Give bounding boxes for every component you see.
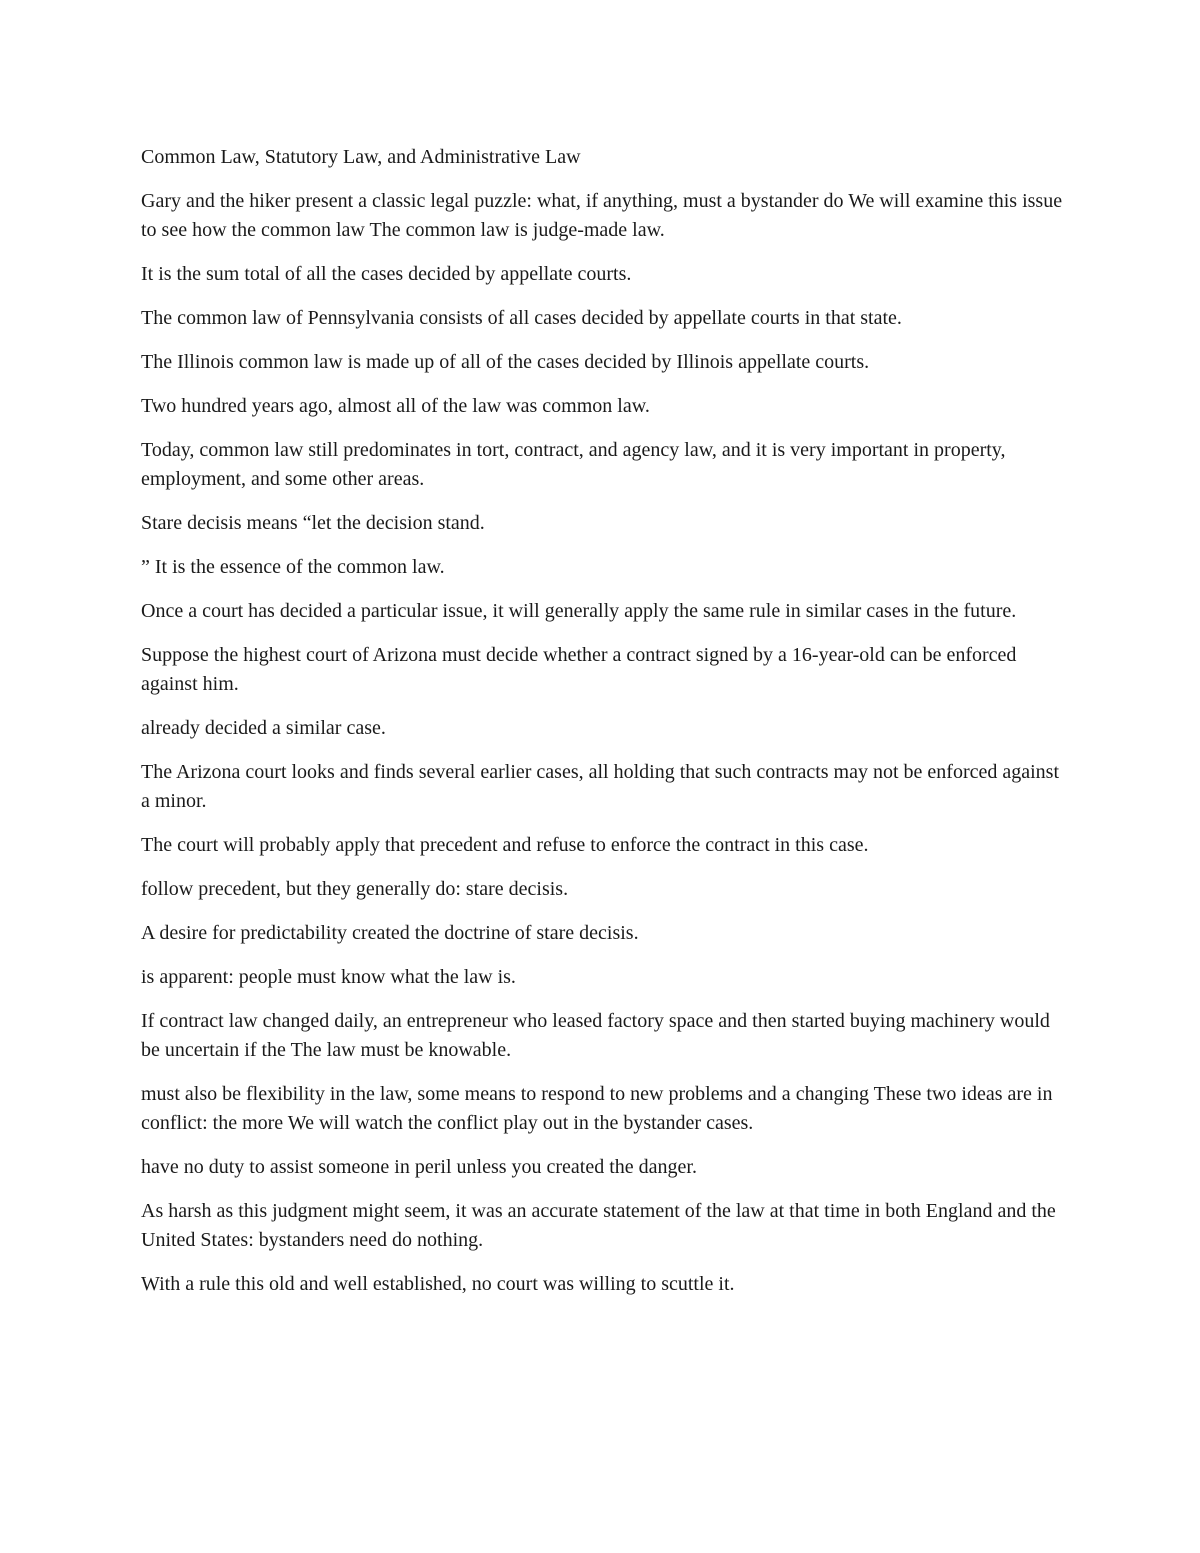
paragraph: It is the sum total of all the cases decided by appellate courts. <box>141 263 632 285</box>
paragraph: With a rule this old and well established, no court was willing to scuttle it. <box>141 1273 735 1295</box>
paragraph: Suppose the highest court of Arizona must decide whether a contract signed by a 16-year-old can be enforced against him. <box>141 644 1017 695</box>
paragraph: Gary and the hiker present a classic legal puzzle: what, if anything, must a bystander do We will examine this issue to see how the common law The common law is judge-made law. <box>141 190 1063 241</box>
paragraph: already decided a similar case. <box>141 717 386 739</box>
paragraph: The court will probably apply that precedent and refuse to enforce the contract in this case. <box>141 834 869 856</box>
paragraph: If contract law changed daily, an entrepreneur who leased factory space and then started buying machinery would be uncertain if the The law must be knowable. <box>141 1010 1050 1061</box>
paragraph: A desire for predictability created the doctrine of stare decisis. <box>141 922 639 944</box>
paragraph: Two hundred years ago, almost all of the law was common law. <box>141 395 650 417</box>
paragraph: Stare decisis means “let the decision stand. <box>141 512 485 534</box>
document-body <box>141 143 1066 1314</box>
paragraph: Today, common law still predominates in tort, contract, and agency law, and it is very important in property, employment, and some other areas. <box>141 439 1006 490</box>
paragraph: As harsh as this judgment might seem, it was an accurate statement of the law at that time in both England and the United States: bystanders need do nothing. <box>141 1200 1056 1251</box>
paragraph: The Arizona court looks and finds several earlier cases, all holding that such contracts may not be enforced against a minor. <box>141 761 1060 812</box>
paragraph: The Illinois common law is made up of all of the cases decided by Illinois appellate courts. <box>141 351 870 373</box>
paragraph: must also be flexibility in the law, some means to respond to new problems and a changing These two ideas are in conflict: the more We will watch the conflict play out in the bystander cases. <box>141 1083 1053 1134</box>
paragraph: The common law of Pennsylvania consists of all cases decided by appellate courts in that state. <box>141 307 902 329</box>
paragraph: Once a court has decided a particular issue, it will generally apply the same rule in similar cases in the future. <box>141 600 1017 622</box>
document-title: Common Law, Statutory Law, and Administrative Law <box>141 146 581 168</box>
paragraph: ” It is the essence of the common law. <box>141 556 445 578</box>
paragraph: is apparent: people must know what the law is. <box>141 966 516 988</box>
paragraph: have no duty to assist someone in peril unless you created the danger. <box>141 1156 697 1178</box>
paragraph: follow precedent, but they generally do: stare decisis. <box>141 878 569 900</box>
